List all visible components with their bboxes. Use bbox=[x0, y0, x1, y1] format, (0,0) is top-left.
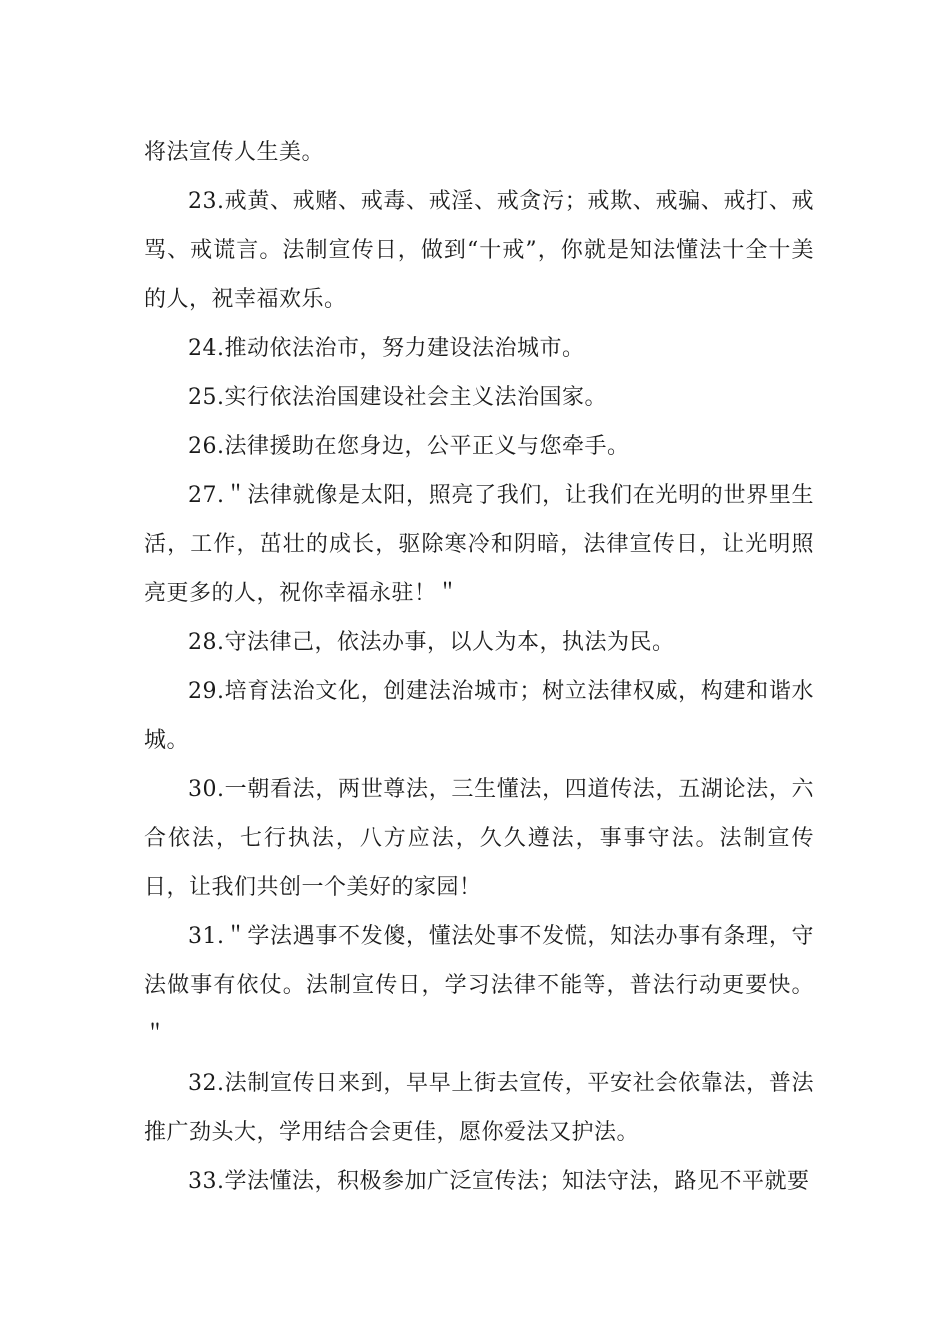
paragraph-item-26: 26.法律援助在您身边，公平正义与您牵手。 bbox=[188, 434, 630, 459]
paragraph-item-24: 24.推动依法治市，努力建设法治城市。 bbox=[188, 336, 585, 361]
paragraph-item-29: 29.培育法治文化，创建法治城市；树立法律权威，构建和谐水城。 bbox=[144, 679, 814, 753]
paragraph-item-31: 31.＂学法遇事不发傻，懂法处事不发慌，知法办事有条理，守法做事有依仗。法制宣传日，学习法律不能等，普法行动更要快。＂ bbox=[144, 924, 814, 1047]
paragraph-item-25: 25.实行依法治国建设社会主义法治国家。 bbox=[188, 385, 607, 410]
paragraph-continuation: 将法宣传人生美。 bbox=[144, 140, 325, 165]
paragraph-item-23: 23.戒黄、戒赌、戒毒、戒淫、戒贪污；戒欺、戒骗、戒打、戒骂、戒谎言。法制宣传日，做到“十戒”，你就是知法懂法十全十美的人，祝幸福欢乐。 bbox=[144, 189, 814, 312]
paragraph-item-33: 33.学法懂法，积极参加广泛宣传法；知法守法，路见不平就要 bbox=[188, 1169, 810, 1194]
document-body bbox=[144, 128, 814, 1206]
paragraph-item-28: 28.守法律己，依法办事，以人为本，执法为民。 bbox=[188, 630, 675, 655]
paragraph-item-30: 30.一朝看法，两世尊法，三生懂法，四道传法，五湖论法，六合依法，七行执法，八方应法，久久遵法，事事守法。法制宣传日，让我们共创一个美好的家园！ bbox=[144, 777, 814, 900]
paragraph-item-32: 32.法制宣传日来到，早早上街去宣传，平安社会依靠法，普法推广劲头大，学用结合会更佳，愿你爱法又护法。 bbox=[144, 1071, 814, 1145]
paragraph-item-27: 27.＂法律就像是太阳，照亮了我们，让我们在光明的世界里生活，工作，茁壮的成长，驱除寒冷和阴暗，法律宣传日，让光明照亮更多的人，祝你幸福永驻！＂ bbox=[144, 483, 814, 606]
